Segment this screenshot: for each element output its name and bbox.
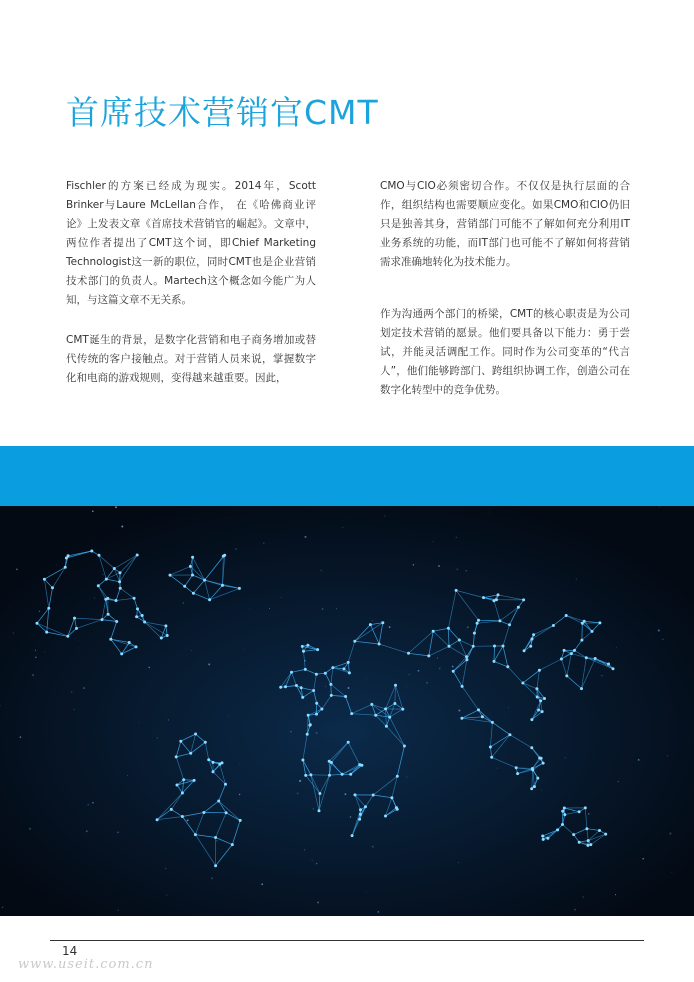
world-network-map-graphic xyxy=(0,506,694,916)
world-network-map-image xyxy=(0,506,694,916)
cyan-banner xyxy=(0,446,694,506)
watermark-text: www.useit.com.cn xyxy=(18,957,154,972)
left-paragraph-2: CMT诞生的背景，是数字化营销和电子商务增加或替代传统的客户接触点。对于营销人员来说，掌握数字化和电商的游戏规则，变得越来越重要。因此， xyxy=(66,334,316,384)
left-text-column xyxy=(66,177,316,388)
page-number: 14 xyxy=(62,944,78,958)
right-paragraph-1: CMO与CIO必须密切合作。不仅仅是执行层面的合作，组织结构也需要顺应变化。如果CMO和CIO仍旧只是独善其身，营销部门可能不了解如何充分利用IT业务系统的功能，而IT部门也可能不了解如何将营销需求准确地转化为技术能力。 xyxy=(380,180,630,268)
left-paragraph-1: Fischler的方案已经成为现实。2014年，Scott Brinker与Laure McLellan合作， 在《哈佛商业评论》上发表文章《首席技术营销官的崛起》。文章中，两位作者提出了CMT这个词，即Chief Marketing Technologist这一新的职位，同时CMT也是企业营销技术部门的负责人。Martech这个概念如今能广为人知，与这篇文章不无关系。 xyxy=(66,180,316,306)
page-title: 首席技术营销官CMT xyxy=(66,93,379,132)
footer-divider xyxy=(50,940,644,941)
right-text-column xyxy=(380,177,630,400)
right-paragraph-2: 作为沟通两个部门的桥梁，CMT的核心职责是为公司划定技术营销的愿景。他们要具备以下能力：勇于尝试，并能灵活调配工作。同时作为公司变革的“代言人”，他们能够跨部门、跨组织协调工作，创造公司在数字化转型中的竞争优势。 xyxy=(380,308,630,396)
